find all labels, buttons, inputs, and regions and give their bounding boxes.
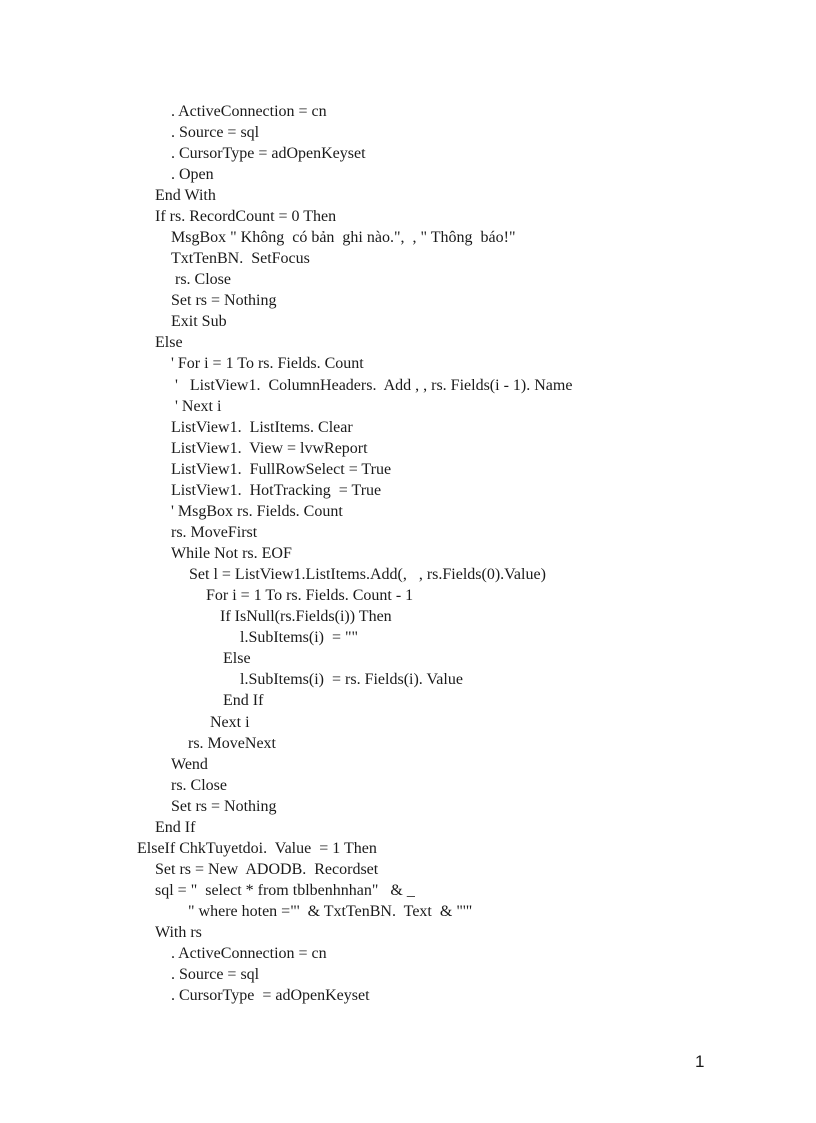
code-line: ElseIf ChkTuyetdoi. Value = 1 Then <box>137 840 377 857</box>
code-line: ' For i = 1 To rs. Fields. Count <box>171 355 364 372</box>
code-line: . Source = sql <box>171 124 260 141</box>
code-line: With rs <box>155 924 202 941</box>
code-line: For i = 1 To rs. Fields. Count - 1 <box>206 587 414 604</box>
code-line: End If <box>223 692 264 709</box>
code-line: End With <box>155 187 216 204</box>
code-line: Set l = ListView1.ListItems.Add(, , rs.Fields(0).Value) <box>189 566 546 583</box>
code-line: rs. MoveNext <box>188 735 276 752</box>
code-line: rs. Close <box>175 271 231 288</box>
code-line: rs. Close <box>171 777 227 794</box>
code-line: . ActiveConnection = cn <box>171 103 327 120</box>
code-line: ' Next i <box>175 398 222 415</box>
page-number: 1 <box>695 1052 705 1071</box>
code-line: If IsNull(rs.Fields(i)) Then <box>220 608 392 625</box>
code-line: " where hoten ="' & TxtTenBN. Text & "'" <box>188 903 473 920</box>
code-line: ListView1. View = lvwReport <box>171 440 368 457</box>
code-line: . CursorType = adOpenKeyset <box>171 145 366 162</box>
code-line: Set rs = Nothing <box>171 292 277 309</box>
code-line: ListView1. ListItems. Clear <box>171 419 353 436</box>
code-line: l.SubItems(i) = rs. Fields(i). Value <box>240 671 463 688</box>
code-line: . Open <box>171 166 214 183</box>
code-line: Else <box>155 334 183 351</box>
code-line: Set rs = New ADODB. Recordset <box>155 861 379 878</box>
code-line: . ActiveConnection = cn <box>171 945 327 962</box>
code-line: Wend <box>171 756 208 773</box>
code-line: Exit Sub <box>171 313 227 330</box>
code-line: ListView1. HotTracking = True <box>171 482 382 499</box>
code-line: Else <box>223 650 251 667</box>
code-line: sql = " select * from tblbenhnhan" & _ <box>155 882 415 899</box>
code-line: TxtTenBN. SetFocus <box>171 250 310 267</box>
code-line: ListView1. FullRowSelect = True <box>171 461 392 478</box>
code-line: Next i <box>210 714 250 731</box>
code-line: ' MsgBox rs. Fields. Count <box>171 503 343 520</box>
code-line: End If <box>155 819 196 836</box>
code-line: While Not rs. EOF <box>171 545 292 562</box>
code-line: l.SubItems(i) = "" <box>240 629 359 646</box>
code-line: . Source = sql <box>171 966 260 983</box>
code-line: . CursorType = adOpenKeyset <box>171 987 370 1004</box>
code-line: If rs. RecordCount = 0 Then <box>155 208 337 225</box>
code-line: MsgBox " Không có bản ghi nào.", , " Thông báo!" <box>171 229 516 246</box>
code-line: rs. MoveFirst <box>171 524 258 541</box>
code-line: Set rs = Nothing <box>171 798 277 815</box>
code-line: ' ListView1. ColumnHeaders. Add , , rs. Fields(i - 1). Name <box>175 377 573 394</box>
